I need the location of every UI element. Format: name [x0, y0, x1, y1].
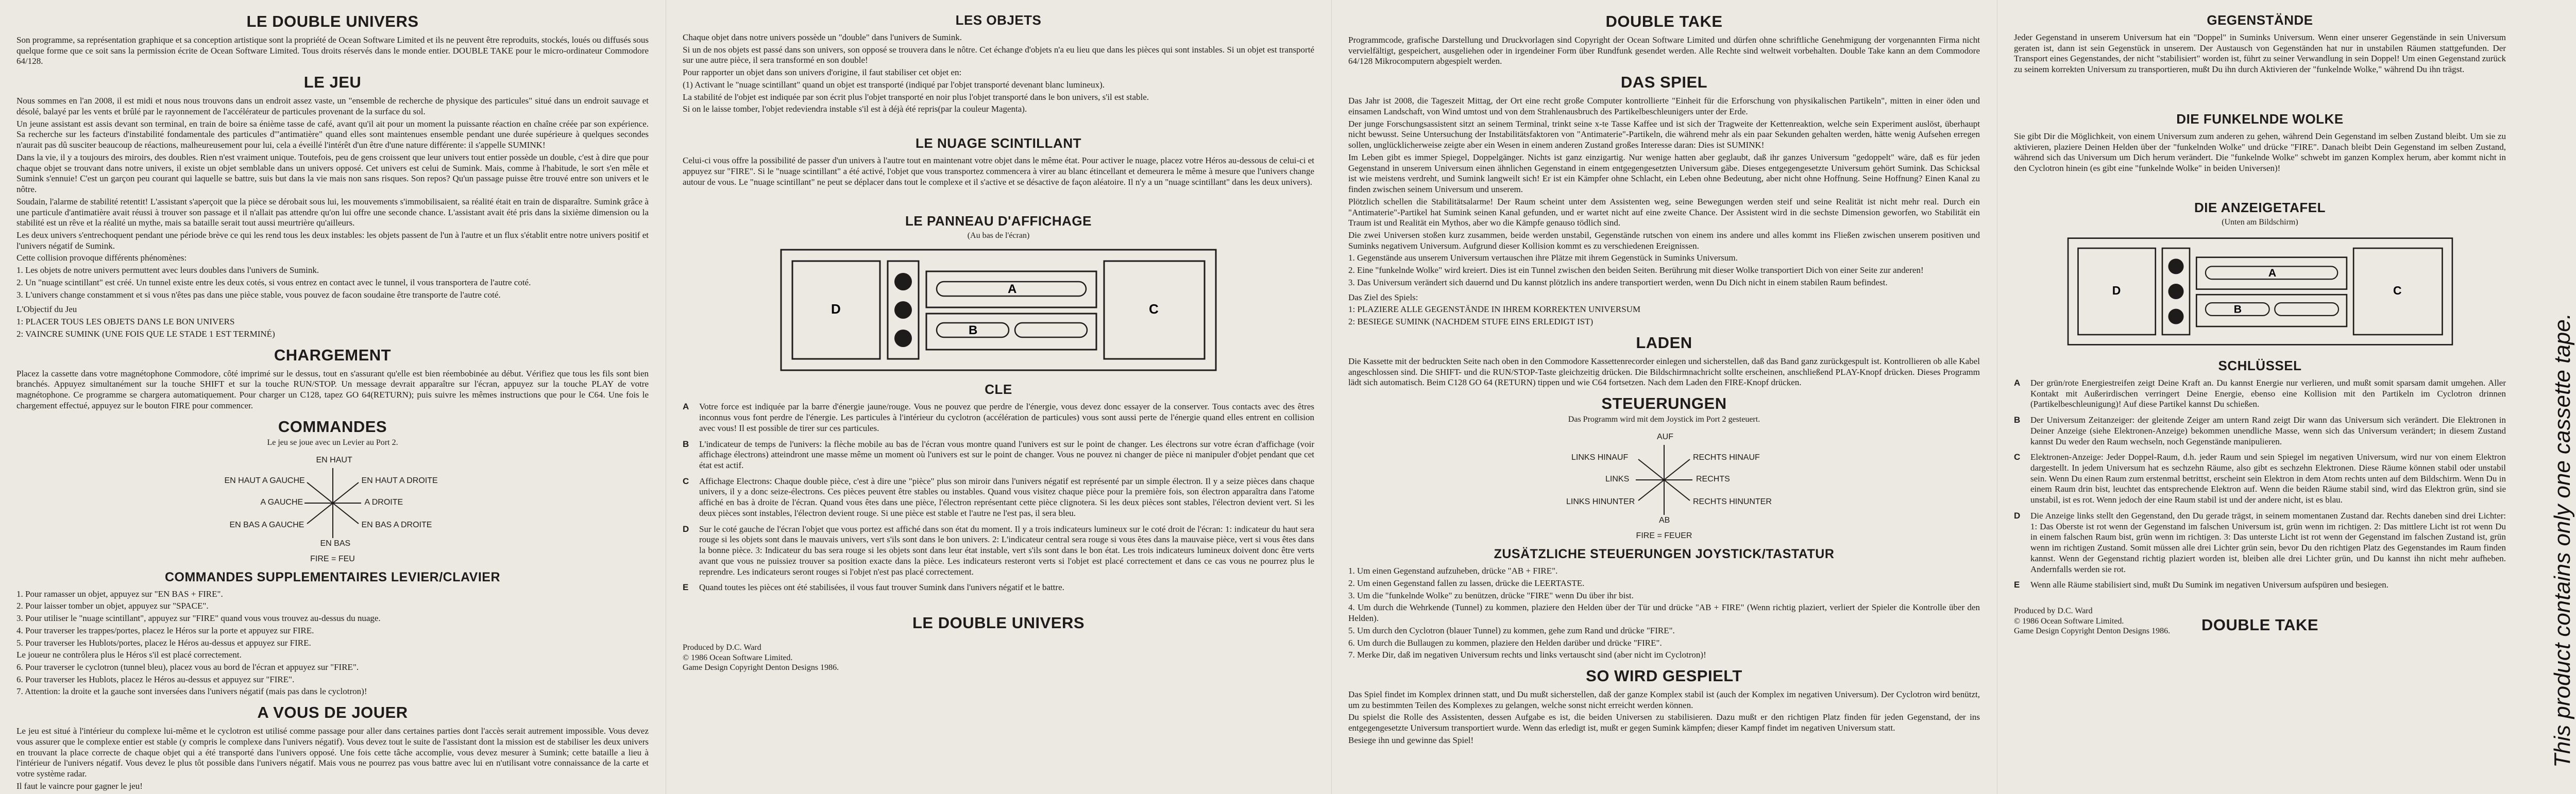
- supp-item: 5. Pour traverser les Hublots/portes, placez le Héros au-dessus et appuyez sur FIRE.: [16, 637, 311, 648]
- supp-item: 6. Pour traverser les Hublots, placez le Héros au-dessus et appuyez sur "FIRE".: [16, 674, 295, 684]
- jouer-para: Il faut le vaincre pour gagner le jeu!: [16, 781, 143, 791]
- packaging-notice: [2544, 0, 2576, 794]
- heading-le-double-univers-bottom: LE DOUBLE UNIVERS: [912, 614, 1085, 632]
- nuage-text: Celui-ci vous offre la possibilité de passer d'un univers à l'autre tout en maintenant votre objet dans le même état. Pour activer le nuage, placez votre Héros au-dessous de celui-ci et appuyez sur "FIRE". Si le "nuage scintillant" a été activé, l'objet que vous transportez commencera à virer au blanc étincellant et demeurera le même à mesure que l'univers change autour de vous. Le "nuage scintillant" ne peut se déplacer dans tout le complexe et il s'active et se désactive de façon aléatoire. Il n'y a un "nuage scintillant" dans les deux univers).: [683, 156, 1314, 187]
- zus-item: 3. Um die "funkelnde Wolke" zu benützen, drücke "FIRE" wenn Du über ihr bist.: [1348, 590, 1634, 600]
- cle-text: Sur le coté gauche de l'écran l'objet que vous portez est affiché dans son état du moment. Il y a trois indicateurs lumineux sur le coté droit de l'écran: 1: indicateur du haut sera rouge si les objets sont dans le mauvais univers, vert s'ils sont dans le bon univers. 2: L'indicateur central sera rouge si vous êtes dans la mauvaise pièce, vert si vous êtes dans la bonne pièce. 3: Indicateur du bas sera rouge si les objets sont dans leur état instable, vert s'ils sont dans le bon état. Les trois indicateurs lumineux doivent donc être verts avant que vous ne puissiez trouver sa position exacte dans la pièce. Les indicateurs resteront verts si l'objet est placé correctement et dans ce cas vous ne pourrez plus le reprendre. Les indicateurs seront rouges si l'objet n'est pas placé correctement.: [699, 524, 1314, 577]
- display-panel-svg-de: [2064, 232, 2456, 351]
- zus-item: 2. Um einen Gegenstand fallen zu lassen, drücke die LEERTASTE.: [1348, 578, 1585, 588]
- heading-zusaetzliche-steuerungen: ZUSÄTZLICHE STEUERUNGEN JOYSTICK/TASTATUR: [1494, 547, 1835, 562]
- german-objects-column: [2014, 9, 2506, 638]
- joy-downleft-label: LINKS HINUNTER: [1566, 497, 1635, 507]
- cle-key: B: [683, 439, 689, 449]
- heading-cle: CLE: [985, 382, 1012, 398]
- jeu-para: Dans la vie, il y a toujours des miroirs, des doubles. Rien n'est vraiment unique. Toutefois, peu de gens croissent que leur univers tout entier possède un double, c'est à dire que pour chaque objet se trouvant dans notre univers, il existe un objet semblable dans un univers opposé. Cet univers est celui de Sumink. Mais, comme à l'habitude, le sort s'en mêle et Sumink s'ennuie! C'est un garçon peu courant qui laquelle se battre, suis but dans la vie mais non sans risques. Son repos? Qu'un passage puisse être trouvé entre son univers et le nôtre.: [16, 152, 649, 195]
- display-panel-diagram: [683, 246, 1314, 374]
- spiel-para: Die zwei Universen stoßen kurz zusammen, beide werden unstabil, Gegenstände rutschen von einem ins andere und alles kommt ins Fließen zwischen unserem positiven und Suminks negativem Universum. Aufgrund dieser Kollision kommt es zu verschiedenen Ereignissen.: [1348, 230, 1980, 251]
- panel-label-a: A: [2268, 267, 2276, 279]
- credit-line: © 1986 Ocean Software Limited.: [2014, 616, 2124, 626]
- joy-left-label: A GAUCHE: [260, 497, 303, 507]
- page-german-rules: [1331, 0, 1996, 794]
- cle-key: E: [683, 582, 689, 593]
- schl-key: C: [2014, 452, 2021, 462]
- schl-list: [2014, 378, 2506, 591]
- spiel-para: 3. Das Universum verändert sich dauernd und Du kannst plötzlich ins andere transportiert werden, wenn Du Dich nicht in einem stabilen Raum befindest.: [1348, 277, 1888, 287]
- objectif-item: 2: VAINCRE SUMINK (UNE FOIS QUE LE STADE 1 EST TERMINÉ): [16, 329, 275, 339]
- supp-item: 7. Attention: la droite et la gauche sont inversées dans l'univers négatif (mais pas dans le cyclotron)!: [16, 686, 367, 697]
- ziel-label: Das Ziel des Spiels:: [1348, 292, 1418, 302]
- schl-item: [2014, 511, 2506, 575]
- panel-label-c: C: [2393, 284, 2402, 298]
- title-double-take: DOUBLE TAKE: [1605, 12, 1723, 30]
- schl-text: Die Anzeige links stellt den Gegenstand, den Du gerade trägst, in seinem momentanen Zustand dar. Rechts daneben sind drei Lichter: 1: Das Oberste ist rot wenn der Gegenstand im falschen Universum ist, grün wenn im richtigen. 2: Das mittlere Licht ist rot wenn Du in einem falschen Raum bist, grün wenn im richtigen. 3: Das unterste Licht ist rot wenn der Gegenstand im falschen Zustand ist, grün wenn im richtigen Zustand. Somit müssen alle drei Lichter grün sein, bevor Du den richtigen Platz des Gegenstandes im Raum finden kannst. Wenn der Gegenstand richtig plaziert worden ist, bleiben alle drei Lichter grün, und Du kannst ihn nicht mehr aufheben. Andernfalls werden sie rot.: [2030, 510, 2506, 574]
- joy-upright-label: RECHTS HINAUF: [1693, 453, 1760, 462]
- display-panel-diagram-de: [2014, 232, 2506, 351]
- objets-para: Si un de nos objets est passé dans son univers, son opposé se trouvera dans le nôtre. Cet échange d'objets n'a eu lieu que dans les pièces qui sont instables. Si un objet est transporté sur une autre pièce, il sera transformé en son double!: [683, 44, 1314, 65]
- credit-line: Game Design Copyright Denton Designs 1986.: [2014, 627, 2171, 636]
- schl-text: Der grün/rote Energiestreifen zeigt Deine Kraft an. Du kannst Energie nur verlieren, und mußt somit sparsam damit umgehen. Aller Kontakt mit Außerirdischen verringert Deine Energie, ebenso eine Kollision mit den Partikeln im Cyclotron drinnen (Partikelbeschleunigung)! Auf diese Partikel kannst Du schießen.: [2030, 377, 2506, 409]
- objets-para: Pour rapporter un objet dans son univers d'origine, il faut stabiliser cet objet en:: [683, 67, 962, 78]
- gespielt-para: Besiege ihn und gewinne das Spiel!: [1348, 735, 1474, 745]
- jeu-para: Nous sommes en l'an 2008, il est midi et nous nous trouvons dans un endroit assez vaste, un "ensemble de recherche de physique des particules" situé dans un endroit sauvage et désolé, balayé par les vents et brûlé par le rayonnement de l'accélérateur de particules provenant de la surface du sol.: [16, 96, 649, 116]
- cle-text: Quand toutes les pièces ont été stabilisées, il vous faut trouver Sumink dans l'univers négatif et le battre.: [699, 582, 1064, 593]
- commandes-sub: Le jeu se joue avec un Levier au Port 2.: [267, 438, 398, 447]
- joy-upleft-label: EN HAUT A GAUCHE: [224, 476, 305, 485]
- zus-item: 6. Um durch die Bullaugen zu kommen, plaziere den Helden darüber und drücke "FIRE".: [1348, 637, 1662, 648]
- credit-line: Game Design Copyright Denton Designs 1986.: [683, 663, 839, 672]
- cle-key: D: [683, 524, 689, 534]
- steuer-sub: Das Programm wird mit dem Joystick im Port 2 gesteuert.: [1568, 415, 1760, 424]
- gespielt-para: Das Spiel findet im Komplex drinnen statt, und Du mußt sicherstellen, daß der ganze Komplex stabil ist (auch der Komplex im negativen Universum). Der Cyclotron wird benützt, um zu bestimmten Teilen des Komplexes zu gelangen, welche sonst nicht erreicht werden können.: [1348, 689, 1980, 710]
- page-french-rules: [0, 0, 665, 794]
- heading-funkelnde-wolke: DIE FUNKELNDE WOLKE: [2176, 111, 2344, 127]
- jeu-para: Un jeune assistant est assis devant son terminal, en train de boire sa énième tasse de café, avant qu'il ait pour un moment la puissante réaction en chaîne créée par son expérience. Sa recherche sur les facteurs d'instabilité fondamentale des particules d'"antimatière" quand elles sont maintenues ensemble pendant une durée supérieure à quelques secondes n'aurait pas dû susciter beaucoup de réactions, malheureusement pour lui, cela a éveillé l'intérêt d'un être d'une nature différente: il s'appelle SUMINK!: [16, 118, 649, 150]
- jouer-para: Le jeu est situé à l'intérieur du complexe lui-même et le cyclotron est utilisé comme passage pour aller dans certaines parties dont l'accès serait autrement impossible. Vous devez vous assurer que le complexe entier est stable (y compris le complexe dans l'univers négatif). Vous devez tout le suite de l'assistant dont la mission est de stabiliser les deux univers en trouvant la place correcte de chaque objet qui a été transporté dans l'univers opposé. Une fois cette tâche accomplie, vous devez mesurer à Sumink; cette bataille a lieu à l'intérieur de l'univers négatif. Vous devez le plus tôt possible dans l'univers négatif. Mais vous ne pourrez pas vous battre avec lui en n'utilisant votre connaissance de la carte et votre système radar.: [16, 726, 649, 779]
- page-french-objects: [666, 0, 1331, 794]
- joy-up-label: EN HAUT: [316, 455, 352, 464]
- cle-item: [683, 439, 1314, 471]
- credit-line: Produced by D.C. Ward: [683, 643, 761, 652]
- jeu-para: Les deux univers s'entrechoquent pendant une période brève ce qui les rend tous les deux instables: les objets passent de l'un à l'autre et un flux s'établit entre notre univers positif et l'univers négatif de Sumink.: [16, 230, 649, 251]
- schl-key: B: [2014, 415, 2021, 425]
- fire-label: FIRE = FEU: [310, 554, 355, 563]
- copyright-intro: Son programme, sa représentation graphique et sa conception artistique sont la propriété de Ocean Software Limited et ils ne peuvent être reproduits, stockés, loués ou diffusés sous quelque forme que ce soit sans la permission écrite de Ocean Software Limited. Tous droits réservés dans le monde entier. DOUBLE TAKE pour le micro-ordinateur Commodore 64/128.: [16, 35, 649, 66]
- schl-text: Wenn alle Räume stabilisiert sind, mußt Du Sumink im negativen Universum aufspüren und besiegen.: [2030, 580, 2389, 590]
- cle-text: Votre force est indiquée par la barre d'énergie jaune/rouge. Vous ne pouvez que perdre de l'énergie, vous devez donc essayer de la conserver. Tous contacts avec des êtres inconnus vous font perdre de l'énergie. Les particules à l'intérieur du cyclotron (accélération de particules) vous sont aussi perte de l'énergie quand elles entrent en collision avec vous! Il est possible de tirer sur ces particules.: [699, 402, 1314, 433]
- heading-a-vous-de-jouer: A VOUS DE JOUER: [257, 703, 408, 722]
- spiel-para: 1. Gegenstände aus unserem Universum vertauschen ihre Plätze mit ihrem Gegenstück in Suminks Universum.: [1348, 253, 1738, 263]
- chargement-text: Placez la cassette dans votre magnétophone Commodore, côté imprimé sur le dessus, tout en s'assurant qu'elle est bien réembobinée au début. Vérifiez que tous les fils sont bien branchés. Appuyez simultanément sur la touche SHIFT et sur la touche RUN/STOP. Un message devrait apparaître sur l'écran, appuyez sur la touche PLAY de votre magnétophone. Ce programme se chargera automatiquement. Pour charger un C128, tapez GO 64(RETURN); puis suivre les mêmes instructions que pour le C64. Une fois le chargement effectué, appuyez sur le bouton FIRE pour commencer.: [16, 368, 649, 410]
- heading-anzeigetafel: DIE ANZEIGETAFEL: [2194, 199, 2326, 215]
- credits-fr: [683, 643, 1314, 673]
- zus-item: 5. Um durch den Cyclotron (blauer Tunnel) zu kommen, gehe zum Rand und drücke "FIRE".: [1348, 625, 1675, 635]
- supp-item: 2. Pour laisser tomber un objet, appuyez sur "SPACE".: [16, 601, 209, 611]
- heading-panneau-affichage: LE PANNEAU D'AFFICHAGE: [905, 213, 1092, 229]
- heading-laden: LADEN: [1636, 333, 1692, 352]
- spiel-para: Plötzlich schellen die Stabilitätsalarme! Der Raum scheint unter dem Assistenten weg, seine Bewegungen werden steif und seine Realität ist nicht mehr real. Durch ein "Antimaterie"-Partikel hat Sumink seinen Kanal gefunden, und er wartet nicht auf eine zweite Chance. Der Assistent wird in die sechste Dimension geworfen, wo Stabilität ein Traum ist und Realität ein Mythos, aber wo die Kämpfe genauso tödlich sind.: [1348, 196, 1980, 228]
- title-le-double-univers: LE DOUBLE UNIVERS: [246, 12, 419, 30]
- objectif-item: 1: PLACER TOUS LES OBJETS DANS LE BON UNIVERS: [16, 317, 235, 327]
- joy-down-label: AB: [1659, 516, 1670, 525]
- fire-label-de: FIRE = FEUER: [1636, 531, 1692, 541]
- heading-commandes: COMMANDES: [278, 417, 387, 436]
- spiel-para: 2. Eine "funkelnde Wolke" wird kreiert. Dies ist ein Tunnel zwischen den beiden Seiten. Berührung mit dieser Wolke transportiert Dich von einer Seite zur anderen!: [1348, 265, 1924, 275]
- cle-item: [683, 524, 1314, 578]
- zus-item: 7. Merke Dir, daß im negativen Universum rechts und links vertauscht sind (aber nicht im Cyclotron)!: [1348, 650, 1706, 660]
- schl-key: E: [2014, 580, 2020, 590]
- joy-left-label: LINKS: [1605, 475, 1630, 484]
- schl-item: [2014, 415, 2506, 447]
- cle-item: [683, 402, 1314, 434]
- ziel-item: 1: PLAZIERE ALLE GEGENSTÄNDE IN IHREM KORREKTEN UNIVERSUM: [1348, 304, 1641, 315]
- gegen-text: Jeder Gegenstand in unserem Universum hat ein "Doppel" in Suminks Universum. Wenn einer unserer Gegenstände in sein Universum geraten ist, dann ist sein Gegenstück in unserem. Der Austausch von Gegenständen hat nur in unstabilen Räumen stattgefunden. Der Transport eines Gegenstandes, der nicht "stabilisiert" worden ist, führt zu seiner Verwandlung in sein Doppel! Um einen Gegenstand zurück zu seinem korrekten Universum zu transportieren, mußt Du ihn durch Aktivieren der "funkelnde Wolke," während Du ihn trägst.: [2014, 32, 2506, 75]
- cle-item: [683, 476, 1314, 519]
- panel-label-b: B: [2233, 303, 2242, 316]
- objets-para: Si on le laisse tomber, l'objet redeviendra instable s'il est à déjà été repris(par la couleur Magenta).: [683, 104, 1027, 114]
- jeu-para: Cette collision provoque différents phénomènes:: [16, 253, 187, 263]
- objets-para: (1) Activant le "nuage scintillant" quand un objet est transporté (indiqué par l'objet transporté devenant blanc lumineux).: [683, 79, 1105, 90]
- cle-text: Affichage Electrons: Chaque double pièce, c'est à dire une "pièce" plus son miroir dans l'univers négatif est représenté par un simple électron. Il y a seize pièces dans chaque univers, il y a donc seize-électrons. Ces pièces peuvent être stables ou instables. Quand vous visitez chaque pièce pour la première fois, son électron apparaîtra dans l'atome affiché en bas à droite de l'écran. Quand vous êtes dans une pièce, l'électron représentant cette pièce clignotera. Si les deux pièces sont stables, l'électron devient vert. Si les deux pièces sont instables, l'électron devient rouge. Si une pièce est stable et l'autre ne l'est pas, il sera bleu.: [699, 476, 1314, 518]
- heading-nuage-scintillant: LE NUAGE SCINTILLANT: [916, 135, 1081, 151]
- page-german-objects: [1997, 0, 2576, 794]
- joy-down-label: EN BAS: [320, 539, 351, 548]
- cle-key: A: [683, 402, 689, 412]
- heading-double-take-bottom: DOUBLE TAKE: [2201, 615, 2319, 634]
- packaging-notice-text: [2549, 26, 2576, 768]
- joystick-diagram-de: [1551, 428, 1777, 531]
- zus-item: 1. Um einen Gegenstand aufzuheben, drücke "AB + FIRE".: [1348, 566, 1558, 576]
- jeu-para: 1. Les objets de notre univers permuttent avec leurs doubles dans l'univers de Sumink.: [16, 265, 319, 275]
- schl-text: Der Universum Zeitanzeiger: der gleitende Zeiger am untern Rand zeigt Dir wann das Universum sich verändert. Die Elektronen in Deiner Anzeige (siehe Elektronen-Anzeige) bekommen unendliche Masse, wenn sich das Universum verändert; in diesem Zustand kannst Du weder den Raum wechseln, noch Gegenstände manipulieren.: [2030, 415, 2506, 446]
- schl-item: [2014, 378, 2506, 410]
- heading-das-spiel: DAS SPIEL: [1620, 73, 1708, 92]
- cle-item: [683, 582, 1314, 593]
- schl-item: [2014, 452, 2506, 506]
- joy-downright-label: RECHTS HINUNTER: [1693, 497, 1772, 507]
- jeu-para: 3. L'univers change constamment et si vous n'êtes pas dans une pièce stable, vous pouvez de facon soudaine être transporte de l'autre coté.: [16, 289, 501, 300]
- cle-text: L'indicateur de temps de l'univers: la flèche mobile au bas de l'écran vous montre quand l'univers est sur le point de changer. Les électrons sur votre écran d'affichage (voir affichage électrons) atteindront une masse même un moment où l'univers est sur le point de changer. Vous ne pouvez ni changer de pièce ni manipuler d'objet pendant que cet état est actif.: [699, 439, 1314, 471]
- panel-label-d: D: [831, 301, 841, 317]
- supp-item: 4. Pour traverser les trappes/portes, placez le Héros sur la porte et appuyez sur FIRE.: [16, 625, 314, 635]
- heading-chargement: CHARGEMENT: [274, 346, 392, 364]
- panel-label-c: C: [1149, 301, 1159, 317]
- supp-item: 1. Pour ramasser un objet, appuyez sur "EN BAS + FIRE".: [16, 589, 223, 599]
- gespielt-para: Du spielst die Rolle des Assistenten, dessen Aufgabe es ist, die beiden Universen zu stabilisieren. Dazu mußt er den richtigen Platz finden für jeden Gegenstand, der ins entgegengesetzte Universum transportiert wurde. Wenn das erledigt ist, mußt er gegen Sumink kämpfen; dieser Kampf findet im negativen Universum statt.: [1348, 712, 1980, 733]
- joy-downright-label: EN BAS A DROITE: [361, 520, 432, 529]
- display-panel-svg: [777, 246, 1220, 374]
- heading-le-jeu: LE JEU: [303, 73, 362, 92]
- schl-key: D: [2014, 510, 2021, 521]
- schl-text: Elektronen-Anzeige: Jeder Doppel-Raum, d.h. jeder Raum und sein Spiegel im negativen Universum, wird nur von einem Elektron dargestellt. In jedem Universum hat es sechzehn Räume, also gibt es sechzehn Elektronen. Diese Räume können stabil oder unstabil sein. Wenn Du einen Raum zum erstenmal betrittst, erscheint sein Elektron in dem Atom rechts unten auf dem Bildschirm. Wenn Du in einem Raum drin bist, leuchtet das entsprechende Elektron auf. Wenn die beiden Räume stabil sind, wird das Elektron grün, sind sie unstabil, ist es rot. Wenn jedoch der eine Raum stabil ist und der andere nicht, ist es blau.: [2030, 452, 2506, 505]
- joy-upright-label: EN HAUT A DROITE: [361, 476, 438, 485]
- laden-text: Die Kassette mit der bedruckten Seite nach oben in den Commodore Kassettenrecorder einlegen und sicherstellen, daß das Band ganz zurückgespult ist. Kontrollieren ob alle Kabel angeschlossen sind. Die SHIFT- und die RUN/STOP-Taste gleichzeitig drücken. Die Bildschirmnachricht sollte erscheinen, anschließend PLAY-Knopf drücken. Dieses Programm lädt sich automatisch. Beim C128 GO 64 (RETURN) tippen und wie C64 fortsetzen. Nach dem Laden den FIRE-Knopf drücken.: [1348, 356, 1980, 388]
- panneau-sub: (Au bas de l'écran): [967, 231, 1030, 240]
- objets-para: La stabilité de l'objet est indiquée par son écrit plus l'objet transporté en noir plus l'objet transporté dans le bon univers, s'il est stable.: [683, 92, 1149, 102]
- heading-commandes-supplementaires: COMMANDES SUPPLEMENTAIRES LEVIER/CLAVIER: [164, 569, 501, 584]
- schl-item: [2014, 580, 2506, 591]
- heading-schluessel: SCHLÜSSEL: [2218, 357, 2302, 373]
- heading-steuerungen: STEUERUNGEN: [1601, 394, 1727, 413]
- credit-line: Produced by D.C. Ward: [2014, 607, 2093, 616]
- credit-line: © 1986 Ocean Software Limited.: [683, 653, 793, 662]
- joy-upleft-label: LINKS HINAUF: [1571, 453, 1629, 462]
- joy-right-label: RECHTS: [1696, 475, 1730, 484]
- panel-label-b: B: [969, 323, 978, 338]
- joystick-diagram: [219, 452, 446, 555]
- joy-downleft-label: EN BAS A GAUCHE: [229, 520, 304, 529]
- ziel-item: 2: BESIEGE SUMINK (NACHDEM STUFE EINS ERLEDIGT IST): [1348, 317, 1594, 327]
- cle-key: C: [683, 476, 689, 486]
- tafel-sub: (Unten am Bildschirm): [2222, 217, 2298, 227]
- joy-up-label: AUF: [1657, 433, 1673, 442]
- jeu-para: Soudain, l'alarme de stabilité retentit! L'assistant s'aperçoit que la pièce se dérobait sous lui, les mouvements s'immobilisaient, sa réalité était en train de disparaître. Sumink grâce à une particule d'antimatière avait réussi à trouver son passage et il n'allait pas attendre qu'on lui offre une seconde chance. L'assistant avait été pris dans la sixième dimension ou la stabilité est un rêve et la réalité un mythe, mais sa bataille serait tout aussi meurtrière qu'ailleurs.: [16, 196, 649, 228]
- spiel-para: Das Jahr ist 2008, die Tageszeit Mittag, der Ort eine recht große Computer kontrollierte "Einheit für die Erforschung von physikalischen Partikeln", mitten in einer öden und einsamen Landschaft, von Wind umtost und von dem Strahlenausbruch des Partikelbeschleunigers unter der Erde.: [1348, 96, 1980, 116]
- spiel-para: Im Leben gibt es immer Spiegel, Doppelgänger. Nichts ist ganz einzigartig. Nur wenige hatten aber geglaubt, daß ihr ganzes Universum "gedoppelt" wäre, daß es für jeden Gegenstand in unserem Universum einen ähnlichen Gegenstand in einem entgegengesetzten Universum gäbe. Dieses entgegengesetzte Universum gehört Sumink. Das Schicksal ist wie meistens verdreht, und Sumink langweilt sich! Er ist ein Kämpfer ohne Schlacht, ein Leben ohne Bedeutung, aber nicht ohne Hoffnung. Seine Hoffnung? Einen Kanal zu finden zwischen seinem Universum und unserem.: [1348, 152, 1980, 195]
- objectif-label: L'Objectif du Jeu: [16, 304, 77, 315]
- joy-right-label: A DROITE: [364, 497, 403, 507]
- heading-les-objets: LES OBJETS: [955, 12, 1042, 28]
- zus-item: 4. Um durch die Wehrkende (Tunnel) zu kommen, plaziere den Helden über der Tür und drücke "AB + FIRE" (Wenn richtig plaziert, verliert der Spieler die Kontrolle über den Helden).: [1348, 602, 1980, 624]
- spiel-para: Der junge Forschungsassistent sitzt an seinem Terminal, trinkt seine x-te Tasse Kaffee und ist sich der Tragweite der Kettenreaktion, welche sein Experiment auslöst, überhaupt nicht bewusst. Seine Untersuchung der Instabilitätsfaktoren von "Antimaterie"-Partikeln, die während mehr als ein paar Sekunden gehalten werden, hätte wenig Aufsehen erregen sollen, unglücklicherweise zeigte aber ein Wesen in einem anderen Zustand großes Interesse daran: Dies ist SUMINK!: [1348, 118, 1980, 150]
- copyright-intro-de: Programmcode, grafische Darstellung und Druckvorlagen sind Copyright der Ocean Software Limited und dürfen ohne schriftliche Genehmigung der vorgenannten Firma nicht vervielfältigt, gespeichert, ausgeliehen oder in irgendeiner Form über Rundfunk gesendet werden. Alle Rechte sind weltweit vorbehalten. Double Take kann an dem Commodore 64/128 Mikrocomputern abgespielt werden.: [1348, 35, 1980, 66]
- jeu-para: 2. Un "nuage scintillant" est créé. Un tunnel existe entre les deux cotés, si vous entrez en contact avec le tunnel, il vous transportera de l'autre coté.: [16, 277, 531, 287]
- cle-list: [683, 402, 1314, 593]
- schl-key: A: [2014, 377, 2021, 388]
- panel-label-d: D: [2112, 284, 2121, 298]
- supp-item: 3. Pour utiliser le "nuage scintillant", appuyez sur "FIRE" quand vous vous trouvez au-dessus du nuage.: [16, 613, 381, 624]
- heading-so-wird-gespielt: SO WIRD GESPIELT: [1586, 666, 1742, 685]
- heading-gegenstaende: GEGENSTÄNDE: [2207, 12, 2313, 28]
- wolke-text: Sie gibt Dir die Möglichkeit, von einem Universum zum anderen zu gehen, während Dein Gegenstand im selben Zustand bleibt. Um sie zu aktivieren, plaziere Deinen Helden über der "funkelnden Wolke" und drücke "FIRE". Danach bleibt Dein Gegenstand im selben Zustand, während sich das Universum um Dich herum verändert. Die "funkelnde Wolke" schwebt im ganzen Komplex herum, aber kommt nicht in den Cyclotron hinein (es gibt eine "funkelnde Wolke" in beiden Universen)!: [2014, 131, 2506, 174]
- supp-item: Le joueur ne contrôlera plus le Héros s'il est placé correctement.: [16, 650, 242, 660]
- supp-item: 6. Pour traverser le cyclotron (tunnel bleu), placez vous au bord de l'écran et appuyez sur "FIRE".: [16, 662, 359, 672]
- notice-line: This product contains only one cassette tape.: [2550, 313, 2575, 768]
- panel-label-a: A: [1008, 282, 1017, 297]
- objets-para: Chaque objet dans notre univers possède un "double" dans l'univers de Sumink.: [683, 32, 962, 42]
